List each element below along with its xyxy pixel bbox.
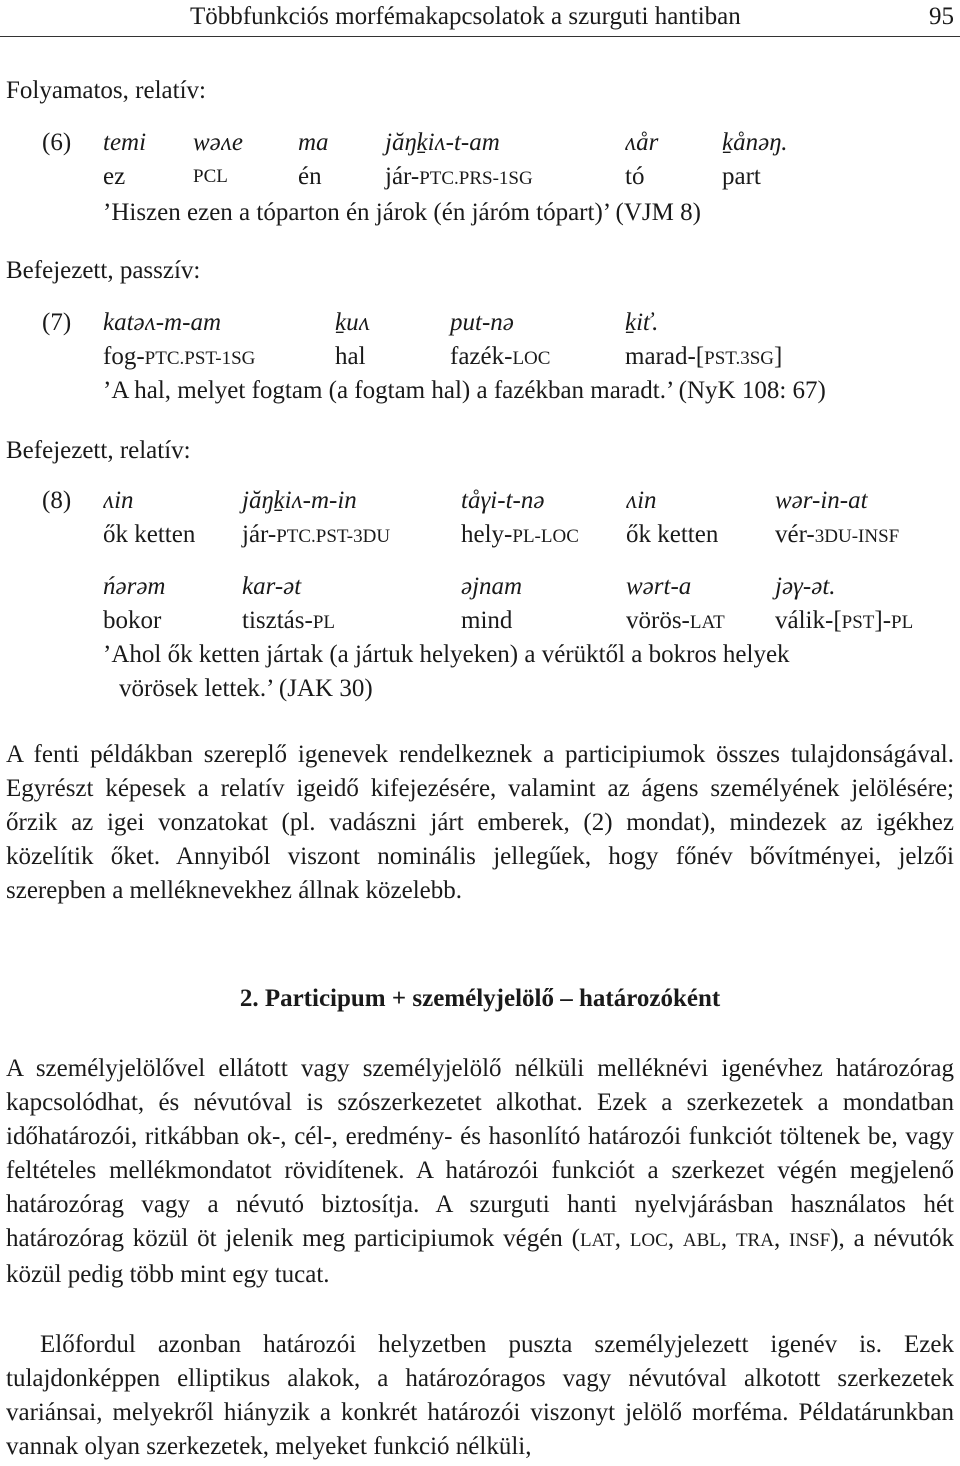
- gloss-line-item: marad-[PST.3SG]: [625, 343, 783, 370]
- gloss-line-item: tisztás-PL: [242, 607, 336, 634]
- gloss-word: ʌin: [103, 487, 134, 514]
- example-number: (6): [42, 129, 72, 156]
- gloss-word: wərt-a: [626, 573, 692, 600]
- section-heading: 2. Participum + személyjelölő – határozóként: [239, 985, 721, 1012]
- section-label: Folyamatos, relatív:: [6, 77, 206, 104]
- gloss-line-item: mind: [461, 607, 513, 634]
- running-title: Többfunkciós morfémakapcsolatok a szurguti hantiban: [190, 3, 741, 30]
- gloss-line-item: jár-PTC.PRS-1SG: [385, 163, 533, 190]
- translation: ’Ahol ők ketten jártak (a jártuk helyeken) a vérüktől a bokros helyek: [103, 641, 790, 668]
- gloss-line-item: én: [298, 163, 322, 190]
- gloss-word: tåγi-t-nə: [461, 487, 545, 514]
- example-number: (8): [42, 487, 72, 514]
- gloss-word: ḵuʌ: [335, 309, 370, 336]
- gloss-line-item: tó: [625, 163, 645, 190]
- gloss-line-item: hal: [335, 343, 366, 370]
- page-number: 95: [929, 3, 954, 30]
- gloss-word: ḵiť.: [625, 309, 659, 336]
- gloss-line-item: fazék-LOC: [450, 343, 551, 370]
- body-paragraph: A fenti példákban szereplő igenevek rendelkeznek a participiumok összes tulajdonságával. Egyrészt képesek a relatív igeidő kifejezésére, valamint az ágens személyének jelölésére; őrzik az igei vonzatokat (pl. vadászni járt emberek, (2) mondat), mindezek az igékhez közelítik őket. Annyiból viszont nominális jellegűek, hogy főnév bővítményei, jelzői szerepben a melléknevekhez állnak közelebb.: [6, 741, 954, 904]
- gloss-line-item: vörös-LAT: [626, 607, 725, 634]
- gloss-line-item: part: [722, 163, 761, 190]
- gloss-word: katəʌ-m-am: [103, 309, 221, 336]
- translation: ’A hal, melyet fogtam (a fogtam hal) a fazékban maradt.’ (NyK 108: 67): [103, 377, 826, 404]
- body-paragraph: Előfordul azonban határozói helyzetben puszta személyjelezett igenév is. Ezek tulajdonképpen elliptikus alakok, a határozóragos vagy névutóval alkotott szerkezetek variánsai, melyekről hiányzik a konkrét határozói viszonyt jelölő morféma. Példatárunkban vannak olyan szerkezetek, melyeket funkció nélküli,: [6, 1331, 954, 1460]
- body-paragraph: A személyjelölővel ellátott vagy személyjelölő nélküli melléknévi igenévhez határozórag kapcsolódhat, és névutóval is szószerkezetet alkothat. Ezek a szerkezetek a mondatban időhatározói, ritkábban ok-, cél-, eredmény- és hasonlító határozói funkciót töltenek be, vagy feltételes mellékmondatot rövidítenek. A határozói funkciót a szerkezet végén megjelenő határozórag vagy a névutó biztosítja. A szurguti hanti nyelvjárásban használatos hét határozórag közül öt jelenik meg participiumok végén (LAT, LOC, ABL, TRA, INSF), a névutók közül pedig több mint egy tucat.: [6, 1055, 955, 1288]
- section-label: Befejezett, relatív:: [6, 437, 191, 464]
- translation: ’Hiszen ezen a tóparton én járok (én járóm tópart)’ (VJM 8): [103, 199, 701, 226]
- gloss-word: jăŋḵiʌ-m-in: [242, 487, 357, 514]
- gloss-line-item: bokor: [103, 607, 162, 634]
- gloss-abbrev: PCL: [193, 166, 228, 187]
- gloss-line-item: ők ketten: [103, 521, 196, 548]
- section-label: Befejezett, passzív:: [6, 257, 201, 284]
- example-number: (7): [42, 309, 72, 336]
- page-header: [0, 0, 960, 37]
- gloss-word: jəγ-ət.: [775, 573, 836, 600]
- gloss-word: put-nə: [450, 309, 514, 336]
- gloss-word: ḵånəŋ.: [722, 129, 788, 156]
- gloss-word: kar-ət: [242, 573, 302, 600]
- gloss-word: wəʌe: [193, 129, 243, 156]
- gloss-word: temi: [103, 129, 147, 156]
- gloss-line-item: vér-3DU-INSF: [775, 521, 900, 548]
- gloss-line-item: hely-PL-LOC: [461, 521, 579, 548]
- gloss-line-item: válik-[PST]-PL: [775, 607, 914, 634]
- gloss-line-item: fog-PTC.PST-1SG: [103, 343, 256, 370]
- gloss-word: ńərəm: [103, 573, 166, 600]
- gloss-line-item: ez: [103, 163, 126, 190]
- gloss-line-item: ők ketten: [626, 521, 719, 548]
- translation: vörösek lettek.’ (JAK 30): [119, 675, 373, 702]
- gloss-word: wər-in-at: [775, 487, 868, 514]
- gloss-word: əjnam: [461, 573, 523, 600]
- gloss-word: ʌin: [626, 487, 657, 514]
- gloss-line-item: jár-PTC.PST-3DU: [242, 521, 391, 548]
- gloss-word: jăŋḵiʌ-t-am: [385, 129, 500, 156]
- gloss-word: ʌår: [625, 129, 659, 156]
- gloss-word: ma: [298, 129, 329, 156]
